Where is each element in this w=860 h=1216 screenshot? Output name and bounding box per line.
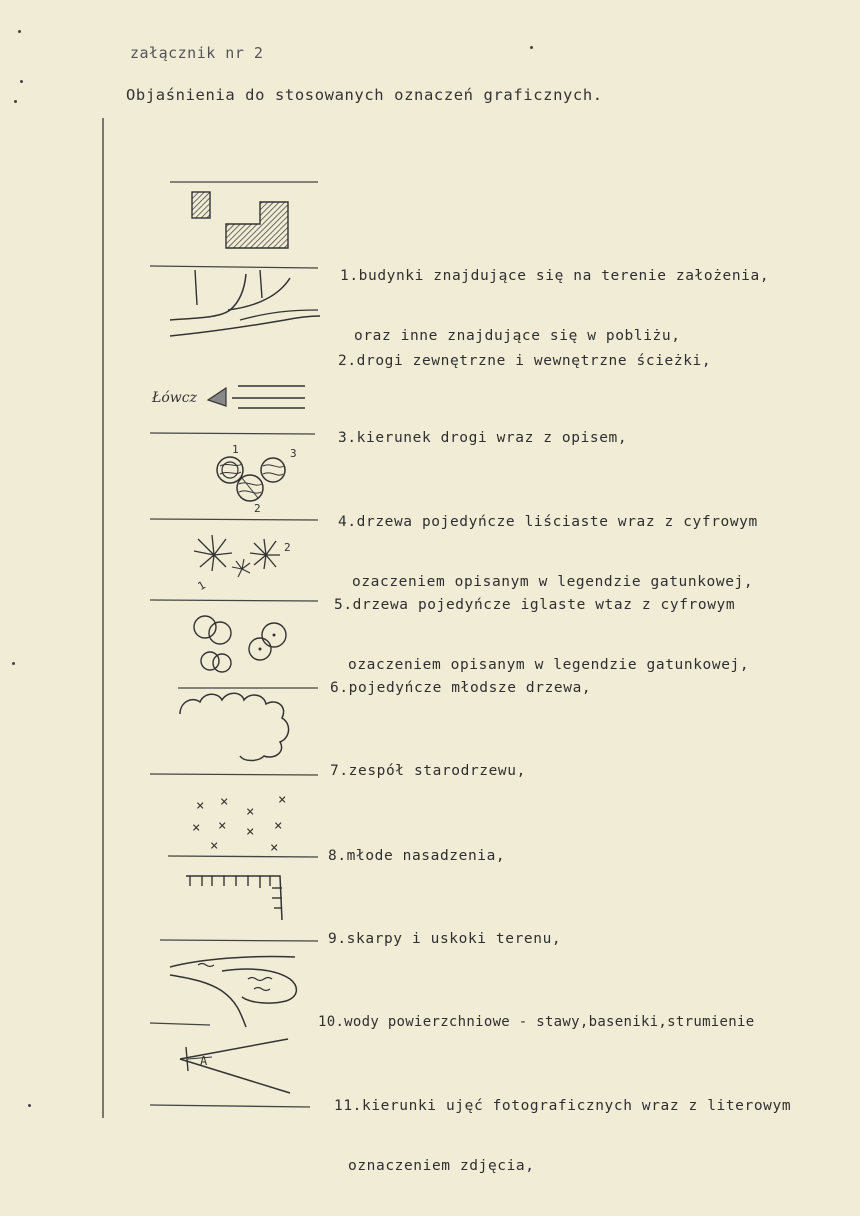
svg-text:×: × bbox=[278, 792, 287, 808]
entry-11-line-2: oznaczeniem zdjęcia, bbox=[348, 1158, 535, 1174]
photo-direction-symbol bbox=[150, 1035, 325, 1110]
svg-text:×: × bbox=[220, 794, 229, 810]
entry-4-line-1: 4.drzewa pojedyńcze liściaste wraz z cyfrowym bbox=[338, 514, 758, 530]
entry-6-line-1: 6.pojedyńcze młodsze drzewa, bbox=[330, 680, 592, 696]
entry-1-line-2: oraz inne znajdujące się w pobliżu, bbox=[354, 328, 681, 344]
scan-speck bbox=[28, 1104, 31, 1107]
legend-title: Objaśnienia do stosowanych oznaczeń graficznych. bbox=[126, 86, 603, 104]
entry-1-line-1: 1.budynki znajdujące się na terenie założenia, bbox=[340, 268, 770, 284]
young-plantings-symbol bbox=[150, 788, 325, 868]
entry-5-line-1: 5.drzewa pojedyńcze iglaste wtaz z cyfrowym bbox=[334, 597, 736, 613]
scan-speck bbox=[530, 46, 533, 49]
young-trees-symbol bbox=[150, 605, 325, 685]
scan-speck bbox=[14, 100, 17, 103]
entry-2-line-1: 2.drogi zewnętrzne i wewnętrzne ścieżki, bbox=[338, 353, 712, 369]
attachment-header: załącznik nr 2 bbox=[130, 44, 264, 62]
deciduous-tree-number-1: 1 bbox=[232, 443, 239, 456]
svg-text:×: × bbox=[246, 824, 255, 840]
legend-entry-11 bbox=[334, 1056, 791, 1216]
entry-7-line-1: 7.zespół starodrzewu, bbox=[330, 763, 526, 779]
surface-water-symbol bbox=[150, 945, 325, 1030]
svg-text:×: × bbox=[196, 798, 205, 814]
conifer-tree-number-1: 1 bbox=[195, 578, 208, 594]
entry-11-line-1: 11.kierunki ujęć fotograficznych wraz z literowym bbox=[334, 1098, 792, 1114]
svg-text:×: × bbox=[270, 840, 279, 856]
scan-speck bbox=[12, 662, 15, 665]
conifer-star-1 bbox=[194, 535, 232, 571]
direction-label: Łówcz bbox=[152, 390, 197, 406]
scan-speck bbox=[20, 80, 23, 83]
conifer-star-2 bbox=[250, 539, 280, 569]
svg-text:×: × bbox=[218, 818, 227, 834]
svg-text:×: × bbox=[210, 838, 219, 854]
conifer-star-small bbox=[232, 559, 250, 577]
svg-text:×: × bbox=[274, 818, 283, 834]
margin-line bbox=[102, 118, 104, 1118]
svg-text:×: × bbox=[246, 804, 255, 820]
entry-10-line-1: 10.wody powierzchniowe - stawy,baseniki,strumienie bbox=[318, 1014, 755, 1030]
entry-3-line-1: 3.kierunek drogi wraz z opisem, bbox=[338, 430, 628, 446]
entry-8-line-1: 8.młode nasadzenia, bbox=[328, 848, 506, 864]
conifer-tree-number-2: 2 bbox=[284, 541, 291, 554]
scan-speck bbox=[18, 30, 21, 33]
svg-text:×: × bbox=[192, 820, 201, 836]
deciduous-tree-number-3: 3 bbox=[290, 447, 297, 460]
old-trees-group-symbol bbox=[150, 684, 325, 779]
entry-4-line-2: ozaczeniem opisanym w legendzie gatunkowej, bbox=[352, 574, 754, 590]
deciduous-tree-number-2: 2 bbox=[254, 502, 261, 515]
deciduous-trees-symbol bbox=[150, 440, 325, 522]
photo-label: A bbox=[200, 1054, 208, 1068]
entry-9-line-1: 9.skarpy i uskoki terenu, bbox=[328, 931, 562, 947]
road-direction-symbol bbox=[150, 378, 325, 438]
roads-symbol bbox=[150, 270, 325, 360]
escarpment-symbol bbox=[150, 868, 325, 943]
entry-5-line-2: ozaczeniem opisanym w legendzie gatunkowej, bbox=[348, 657, 750, 673]
coniferous-trees-symbol bbox=[150, 525, 325, 605]
buildings-symbol bbox=[150, 178, 325, 273]
